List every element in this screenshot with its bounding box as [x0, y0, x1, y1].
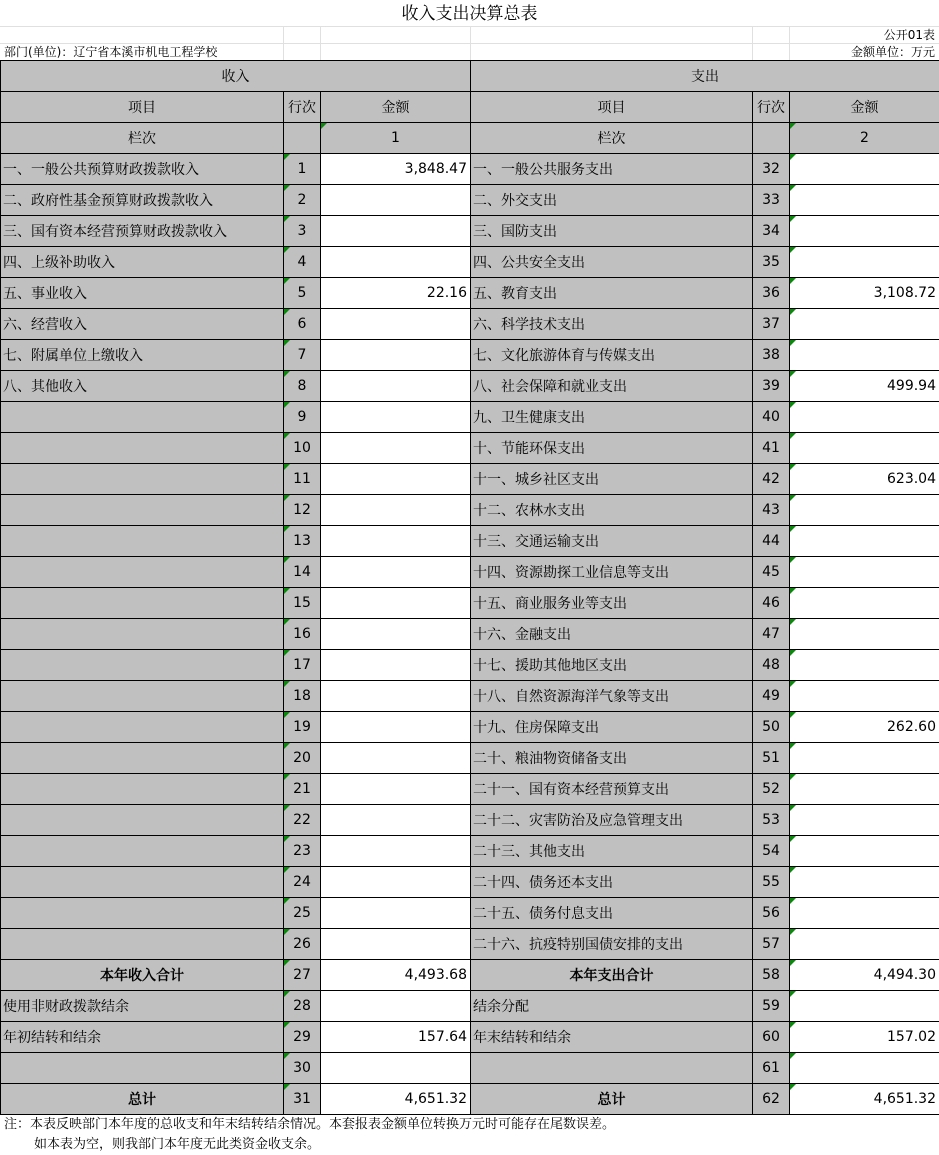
expense-rowno-header: 行次: [753, 92, 790, 123]
expense-amount: [790, 154, 939, 185]
expense-row-number: 42: [753, 464, 790, 495]
expense-row-number: 37: [753, 309, 790, 340]
table-row: [1, 309, 939, 340]
income-row-number: 31: [284, 1084, 321, 1115]
income-amount: 4,493.68: [321, 960, 471, 991]
income-row-number: 8: [284, 371, 321, 402]
income-amount: [321, 929, 471, 960]
income-item: [1, 805, 284, 836]
expense-amount: 262.60: [790, 712, 939, 743]
expense-item: 六、科学技术支出: [471, 309, 753, 340]
expense-item: 一、一般公共服务支出: [471, 154, 753, 185]
income-column-number: 1: [321, 123, 471, 154]
expense-amount: [790, 433, 939, 464]
income-amount: [321, 557, 471, 588]
expense-row-number: 44: [753, 526, 790, 557]
expense-row-number: 55: [753, 867, 790, 898]
income-amount: [321, 495, 471, 526]
income-column-blank: [284, 123, 321, 154]
expense-amount: [790, 774, 939, 805]
income-amount: 157.64: [321, 1022, 471, 1053]
expense-item: 二、外交支出: [471, 185, 753, 216]
income-rowno-header: 行次: [284, 92, 321, 123]
income-row-number: 6: [284, 309, 321, 340]
expense-header: 支出: [471, 61, 939, 92]
expense-item: 十七、援助其他地区支出: [471, 650, 753, 681]
expense-item-header: 项目: [471, 92, 753, 123]
table-row: [1, 898, 939, 929]
income-row-number: 26: [284, 929, 321, 960]
expense-row-number: 60: [753, 1022, 790, 1053]
table-row: [1, 340, 939, 371]
income-item: [1, 650, 284, 681]
footnote: 注：本表反映部门本年度的总收支和年末结转结余情况。本套报表金额单位转换万元时可能存在尾数误差。: [4, 1117, 616, 1132]
income-item: 总计: [1, 1084, 284, 1115]
income-row-number: 24: [284, 867, 321, 898]
expense-item: [471, 1053, 753, 1084]
expense-amount: [790, 805, 939, 836]
expense-amount: 157.02: [790, 1022, 939, 1053]
table-id: 公开01表: [883, 28, 935, 42]
income-row-number: 30: [284, 1053, 321, 1084]
income-row-number: 2: [284, 185, 321, 216]
expense-item: 十六、金融支出: [471, 619, 753, 650]
income-item: 本年收入合计: [1, 960, 284, 991]
income-item: 五、事业收入: [1, 278, 284, 309]
income-amount: [321, 1053, 471, 1084]
income-item: 八、其他收入: [1, 371, 284, 402]
income-item: [1, 588, 284, 619]
table-row: [1, 712, 939, 743]
income-amount: [321, 185, 471, 216]
income-amount: [321, 650, 471, 681]
table-row: [1, 278, 939, 309]
expense-amount: [790, 216, 939, 247]
expense-row-number: 57: [753, 929, 790, 960]
table-row: [1, 1022, 939, 1053]
income-amount: [321, 588, 471, 619]
expense-row-number: 34: [753, 216, 790, 247]
expense-column-blank: [753, 123, 790, 154]
income-item: 二、政府性基金预算财政拨款收入: [1, 185, 284, 216]
income-amount: [321, 898, 471, 929]
expense-amount-header: 金额: [790, 92, 939, 123]
expense-item: 十一、城乡社区支出: [471, 464, 753, 495]
table-row: [1, 836, 939, 867]
expense-item: 二十六、抗疫特别国债安排的支出: [471, 929, 753, 960]
expense-row-number: 61: [753, 1053, 790, 1084]
income-item: [1, 867, 284, 898]
income-row-number: 21: [284, 774, 321, 805]
expense-item: 五、教育支出: [471, 278, 753, 309]
income-item: 三、国有资本经营预算财政拨款收入: [1, 216, 284, 247]
expense-item: 十九、住房保障支出: [471, 712, 753, 743]
table-row: [1, 557, 939, 588]
expense-row-number: 46: [753, 588, 790, 619]
table-row: [1, 371, 939, 402]
expense-amount: [790, 836, 939, 867]
income-amount-header: 金额: [321, 92, 471, 123]
table-row: [1, 216, 939, 247]
expense-item: 结余分配: [471, 991, 753, 1022]
income-row-number: 15: [284, 588, 321, 619]
income-item: [1, 495, 284, 526]
expense-amount: [790, 898, 939, 929]
income-row-number: 4: [284, 247, 321, 278]
table-row: [1, 588, 939, 619]
income-item: 使用非财政拨款结余: [1, 991, 284, 1022]
income-row-number: 14: [284, 557, 321, 588]
income-row-number: 5: [284, 278, 321, 309]
expense-item: 二十、粮油物资储备支出: [471, 743, 753, 774]
expense-amount: 4,494.30: [790, 960, 939, 991]
income-row-number: 11: [284, 464, 321, 495]
income-item: 年初结转和结余: [1, 1022, 284, 1053]
income-item: 一、一般公共预算财政拨款收入: [1, 154, 284, 185]
expense-row-number: 49: [753, 681, 790, 712]
income-item: [1, 712, 284, 743]
table-row: [1, 960, 939, 991]
table-row: [1, 402, 939, 433]
table-row: [1, 929, 939, 960]
income-item: [1, 929, 284, 960]
income-amount: [321, 216, 471, 247]
department-label: 部门(单位)：辽宁省本溪市机电工程学校: [4, 45, 218, 59]
expense-amount: [790, 185, 939, 216]
expense-row-number: 32: [753, 154, 790, 185]
income-row-number: 29: [284, 1022, 321, 1053]
expense-row-number: 54: [753, 836, 790, 867]
income-amount: 4,651.32: [321, 1084, 471, 1115]
expense-item: 本年支出合计: [471, 960, 753, 991]
income-amount: [321, 991, 471, 1022]
income-amount: 3,848.47: [321, 154, 471, 185]
income-item: [1, 433, 284, 464]
income-item: [1, 681, 284, 712]
expense-row-number: 53: [753, 805, 790, 836]
expense-item: 四、公共安全支出: [471, 247, 753, 278]
expense-row-number: 48: [753, 650, 790, 681]
expense-row-number: 33: [753, 185, 790, 216]
income-item: [1, 1053, 284, 1084]
expense-row-number: 59: [753, 991, 790, 1022]
expense-item: 十八、自然资源海洋气象等支出: [471, 681, 753, 712]
income-item-header: 项目: [1, 92, 284, 123]
expense-row-number: 36: [753, 278, 790, 309]
income-item: [1, 402, 284, 433]
expense-item: 十四、资源勘探工业信息等支出: [471, 557, 753, 588]
table-row: [1, 743, 939, 774]
income-amount: [321, 433, 471, 464]
table-row: [1, 867, 939, 898]
expense-row-number: 38: [753, 340, 790, 371]
expense-row-number: 58: [753, 960, 790, 991]
income-row-number: 12: [284, 495, 321, 526]
expense-amount: [790, 402, 939, 433]
table-row: [1, 805, 939, 836]
table-row: [1, 619, 939, 650]
expense-item: 九、卫生健康支出: [471, 402, 753, 433]
table-row: [1, 650, 939, 681]
table-row: [1, 526, 939, 557]
expense-item: 十三、交通运输支出: [471, 526, 753, 557]
expense-row-number: 41: [753, 433, 790, 464]
income-item: [1, 464, 284, 495]
income-row-number: 7: [284, 340, 321, 371]
expense-amount: 499.94: [790, 371, 939, 402]
income-row-number: 27: [284, 960, 321, 991]
table-row: [1, 991, 939, 1022]
table-row: [1, 433, 939, 464]
expense-row-number: 56: [753, 898, 790, 929]
expense-row-number: 39: [753, 371, 790, 402]
expense-amount: [790, 867, 939, 898]
expense-row-number: 51: [753, 743, 790, 774]
expense-row-number: 35: [753, 247, 790, 278]
income-amount: [321, 340, 471, 371]
expense-amount: [790, 588, 939, 619]
expense-amount: 623.04: [790, 464, 939, 495]
table-row: [1, 774, 939, 805]
income-item: [1, 526, 284, 557]
expense-item: 十、节能环保支出: [471, 433, 753, 464]
expense-item: 年末结转和结余: [471, 1022, 753, 1053]
expense-row-number: 40: [753, 402, 790, 433]
income-item: [1, 898, 284, 929]
income-amount: 22.16: [321, 278, 471, 309]
report-title: 收入支出决算总表: [401, 4, 538, 24]
expense-item: 八、社会保障和就业支出: [471, 371, 753, 402]
expense-row-number: 43: [753, 495, 790, 526]
expense-item: 三、国防支出: [471, 216, 753, 247]
income-amount: [321, 836, 471, 867]
expense-amount: [790, 650, 939, 681]
table-row: [1, 247, 939, 278]
income-amount: [321, 867, 471, 898]
income-row-number: 28: [284, 991, 321, 1022]
expense-amount: [790, 495, 939, 526]
income-row-number: 10: [284, 433, 321, 464]
income-amount: [321, 774, 471, 805]
income-amount: [321, 805, 471, 836]
expense-amount: [790, 929, 939, 960]
footnote-line2: 如本表为空，则我部门本年度无此类资金收支余。: [34, 1137, 321, 1152]
income-amount: [321, 464, 471, 495]
expense-amount: 4,651.32: [790, 1084, 939, 1115]
table-row: [1, 464, 939, 495]
income-item: [1, 836, 284, 867]
income-row-number: 18: [284, 681, 321, 712]
income-amount: [321, 247, 471, 278]
income-expense-table: [0, 60, 939, 1115]
expense-amount: 3,108.72: [790, 278, 939, 309]
income-amount: [321, 712, 471, 743]
expense-amount: [790, 619, 939, 650]
unit-label: 金额单位：万元: [850, 45, 935, 59]
income-amount: [321, 526, 471, 557]
income-row-number: 3: [284, 216, 321, 247]
expense-amount: [790, 340, 939, 371]
expense-amount: [790, 557, 939, 588]
expense-item: 总计: [471, 1084, 753, 1115]
expense-row-number: 47: [753, 619, 790, 650]
income-row-number: 23: [284, 836, 321, 867]
table-row: [1, 495, 939, 526]
income-item: 六、经营收入: [1, 309, 284, 340]
income-amount: [321, 402, 471, 433]
expense-row-number: 62: [753, 1084, 790, 1115]
income-column-label: 栏次: [1, 123, 284, 154]
income-item: [1, 743, 284, 774]
income-row-number: 17: [284, 650, 321, 681]
income-item: [1, 619, 284, 650]
expense-item: 二十五、债务付息支出: [471, 898, 753, 929]
income-amount: [321, 681, 471, 712]
income-item: 七、附属单位上缴收入: [1, 340, 284, 371]
income-row-number: 9: [284, 402, 321, 433]
expense-column-number: 2: [790, 123, 939, 154]
income-item: 四、上级补助收入: [1, 247, 284, 278]
expense-amount: [790, 681, 939, 712]
income-item: [1, 557, 284, 588]
income-header: 收入: [1, 61, 471, 92]
expense-row-number: 50: [753, 712, 790, 743]
income-row-number: 25: [284, 898, 321, 929]
expense-item: 二十三、其他支出: [471, 836, 753, 867]
income-row-number: 19: [284, 712, 321, 743]
expense-row-number: 52: [753, 774, 790, 805]
expense-amount: [790, 309, 939, 340]
income-amount: [321, 743, 471, 774]
expense-amount: [790, 991, 939, 1022]
expense-amount: [790, 743, 939, 774]
table-row: [1, 681, 939, 712]
income-row-number: 22: [284, 805, 321, 836]
expense-amount: [790, 247, 939, 278]
expense-item: 十五、商业服务业等支出: [471, 588, 753, 619]
table-row: [1, 154, 939, 185]
expense-row-number: 45: [753, 557, 790, 588]
income-row-number: 16: [284, 619, 321, 650]
table-row: [1, 1053, 939, 1084]
income-amount: [321, 309, 471, 340]
expense-item: 十二、农林水支出: [471, 495, 753, 526]
expense-item: 二十二、灾害防治及应急管理支出: [471, 805, 753, 836]
table-row: [1, 1084, 939, 1115]
expense-item: 二十一、国有资本经营预算支出: [471, 774, 753, 805]
expense-column-label: 栏次: [471, 123, 753, 154]
expense-amount: [790, 1053, 939, 1084]
expense-amount: [790, 526, 939, 557]
expense-item: 七、文化旅游体育与传媒支出: [471, 340, 753, 371]
income-item: [1, 774, 284, 805]
expense-item: 二十四、债务还本支出: [471, 867, 753, 898]
table-row: [1, 185, 939, 216]
income-amount: [321, 371, 471, 402]
income-row-number: 20: [284, 743, 321, 774]
income-row-number: 1: [284, 154, 321, 185]
income-amount: [321, 619, 471, 650]
income-row-number: 13: [284, 526, 321, 557]
